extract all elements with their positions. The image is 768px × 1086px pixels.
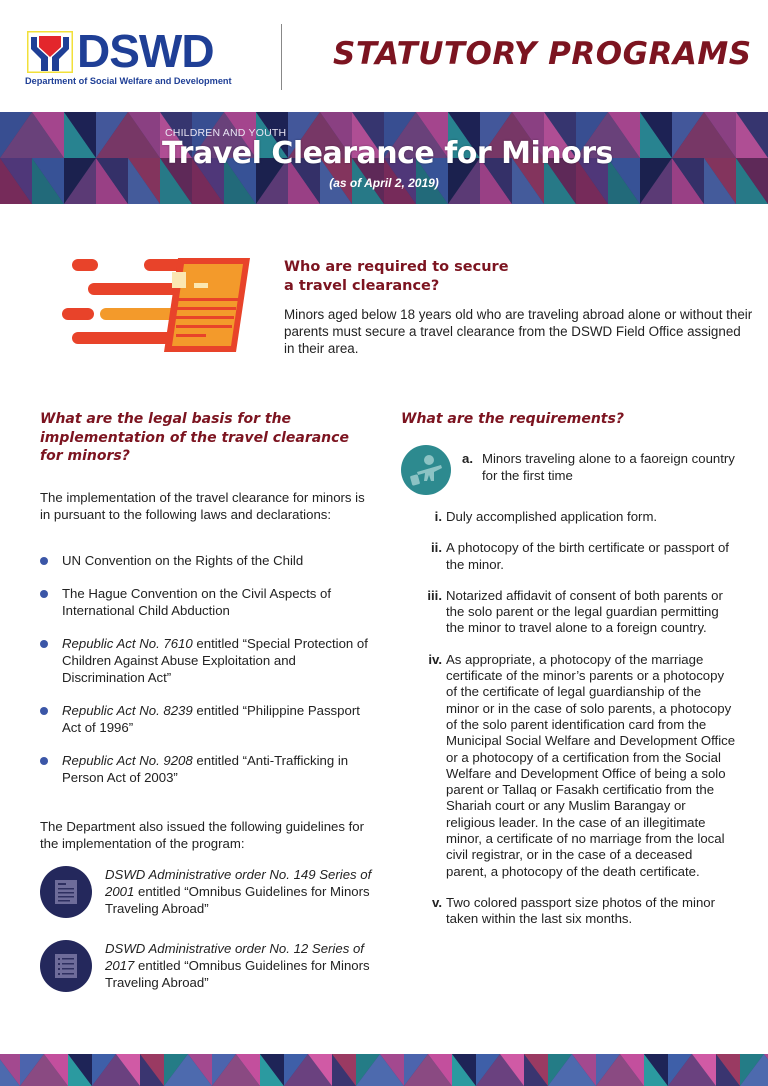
logo-subtitle: Department of Social Welfare and Development: [25, 76, 232, 86]
item-number: iv.: [428, 651, 442, 667]
intro-heading-line: a travel clearance?: [284, 278, 440, 294]
law-title: Republic Act No. 7610: [62, 636, 193, 651]
list-item: [40, 585, 380, 619]
requirements-heading: What are the requirements?: [401, 411, 624, 427]
child-traveler-icon: [401, 445, 451, 495]
document-icon: [40, 866, 92, 918]
item-text: Notarized affidavit of consent of both parents or the solo parent or the legal guardian permitting the minor to travel alone to a foreign country.: [446, 587, 723, 636]
guideline-desc: entitled “Omnibus Guidelines for Minors Traveling Abroad”: [105, 884, 370, 916]
law-text: UN Convention on the Rights of the Child: [62, 553, 304, 568]
guideline-title: DSWD Administrative order No. 149 Series of 2001: [105, 867, 372, 899]
banner-kicker: CHILDREN AND YOUTH: [165, 127, 287, 139]
law-text: entitled “Special Protection of Children Against Abuse Exploitation and Discrimination Act”: [62, 636, 368, 685]
legal-basis-intro: The implementation of the travel clearance for minors is in pursuant to the following laws and declarations:: [40, 490, 365, 522]
logo-wordmark: DSWD: [77, 25, 214, 77]
heading-line: for minors?: [40, 448, 130, 464]
bullet-icon: [40, 640, 48, 648]
law-text: entitled “Philippine Passport Act of 1996”: [62, 703, 360, 735]
list-item: [40, 702, 380, 736]
guideline-text: [105, 866, 385, 917]
title-banner: [0, 112, 768, 204]
header-divider: [281, 24, 282, 90]
item-number: ii.: [431, 540, 442, 556]
law-text: The Hague Convention on the Civil Aspects of International Child Abduction: [62, 586, 332, 618]
checklist-icon: [40, 940, 92, 992]
as-of-date-text: (as of April 2, 2019): [329, 176, 439, 190]
heading-line: implementation of the travel clearance: [40, 429, 349, 446]
as-of-date: [0, 176, 768, 190]
guideline-desc: entitled “Omnibus Guidelines for Minors Traveling Abroad”: [105, 958, 370, 990]
item-number: iii.: [427, 587, 442, 603]
category-text: Minors traveling alone to a faoreign country for the first time: [482, 451, 735, 483]
heading-line: What are the legal basis for the: [40, 411, 292, 427]
legal-basis-heading: [40, 410, 360, 466]
intro-body: Minors aged below 18 years old who are traveling abroad alone or without their parents must secure a travel clearance from the DSWD Field Office assigned in their area.: [284, 307, 753, 356]
guideline-item: [40, 866, 380, 926]
law-title: Republic Act No. 9208: [62, 753, 193, 768]
law-title: Republic Act No. 8239: [62, 703, 193, 718]
dswd-logo: [25, 25, 232, 90]
guideline-title: DSWD Administrative order No. 12 Series of 2017: [105, 941, 364, 973]
bullet-icon: [40, 707, 48, 715]
law-text: entitled “Anti-Trafficking in Person Act of 2003”: [62, 753, 349, 785]
program-title: STATUTORY PROGRAMS: [333, 36, 752, 72]
item-number: i.: [434, 509, 442, 524]
item-text: A photocopy of the birth certificate or passport of the minor.: [446, 540, 729, 572]
list-item: [416, 588, 736, 637]
list-item: [416, 509, 736, 525]
requirement-category: [462, 450, 752, 484]
guidelines-intro: The Department also issued the following guidelines for the implementation of the program:: [40, 819, 365, 851]
item-text: Duly accomplished application form.: [446, 509, 658, 524]
item-text: Two colored passport size photos of the minor taken within the last six months.: [446, 894, 716, 927]
bullet-icon: [40, 590, 48, 598]
geometric-pattern: [0, 1054, 768, 1086]
requirements-list: [416, 509, 736, 943]
list-item: [40, 635, 380, 686]
bullet-icon: [40, 557, 48, 565]
item-text: As appropriate, a photocopy of the marriage certificate of the minor’s parents or a photocopy of the certificate of legal guardianship of the minor or in the case of solo parents, a photocopy of the solo parent identification card from the Municipal Social Welfare and Development Office or a photocopy of a certification from the Social Welfare and Development Office of being a solo parent or Tallaq or Fasakh certificatio from the Shariah court or any Muslim Barangay or religious leader. In the case of an illegitimate minor, a certificate of no marriage from the local civil registrar, or in the case of a deceased parent, a photocopy of the death certificate.: [446, 651, 736, 879]
footer-pattern: [0, 1054, 768, 1086]
bullet-icon: [40, 757, 48, 765]
dswd-emblem-icon: [27, 31, 73, 73]
laws-list: [40, 552, 380, 802]
list-item: [416, 540, 736, 573]
fast-document-icon: [60, 256, 260, 356]
list-item: [416, 652, 736, 880]
category-letter: a.: [462, 451, 473, 466]
page-header: [0, 0, 768, 110]
guideline-item: [40, 940, 380, 1000]
page-title: Travel Clearance for Minors: [162, 136, 613, 171]
item-number: v.: [431, 894, 442, 910]
intro-heading: [284, 258, 509, 296]
list-item: [416, 895, 736, 928]
intro-heading-line: Who are required to secure: [284, 259, 509, 275]
list-item: [40, 552, 380, 569]
list-item: [40, 752, 380, 786]
guideline-text: [105, 940, 385, 991]
